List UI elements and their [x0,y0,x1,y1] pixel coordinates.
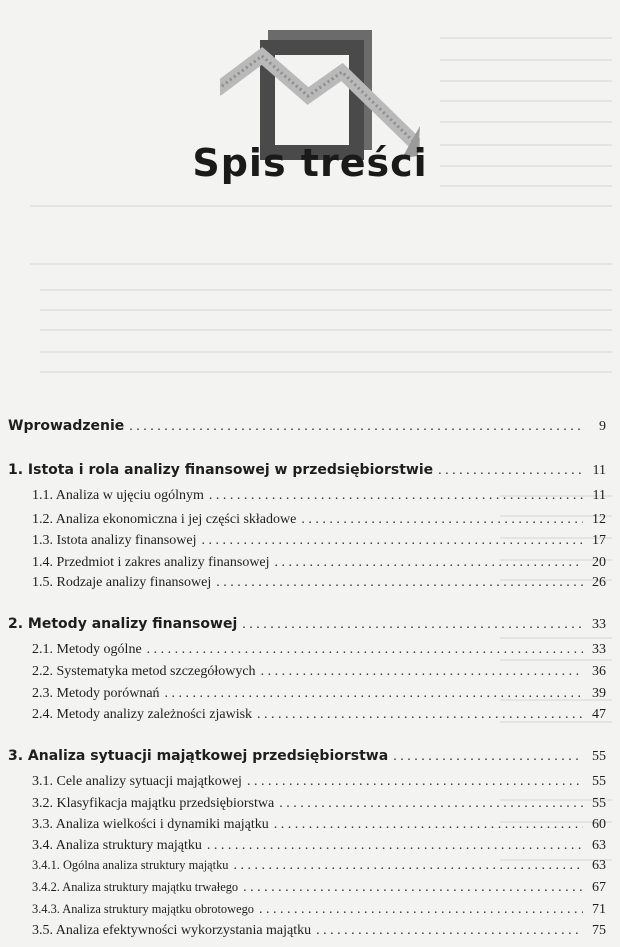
dot-leader [247,774,583,790]
toc-entry-label: 2.3. Metody porównań [32,686,160,701]
toc-entry-label: 3.5. Analiza efektywności wykorzystania majątku [32,923,312,938]
dot-leader [216,575,583,591]
toc-entry-label: 3.3. Analiza wielkości i dynamiki majątku [32,817,269,832]
toc-page-number: 9 [599,419,606,434]
dot-leader [259,902,583,918]
toc-entry-label: 2.4. Metody analizy zależności zjawisk [32,707,253,722]
toc-section-entry[interactable] [32,642,606,658]
toc-section-entry[interactable] [32,923,606,939]
toc-chapter-entry[interactable] [8,748,606,765]
dot-leader [438,463,583,479]
toc-entry-label: 1.5. Rodzaje analizy finansowej [32,575,212,590]
toc-entry-label: 3. Analiza sytuacji majątkowej przedsiębiorstwa [8,748,389,764]
toc-entry-label: 1.4. Przedmiot i zakres analizy finansowej [32,555,270,570]
toc-page-number: 36 [592,664,606,679]
toc-page-number: 11 [592,488,606,503]
toc-section-entry[interactable] [32,488,606,504]
dot-leader [274,817,583,833]
dot-leader [275,555,583,571]
toc-page-number: 60 [592,817,606,832]
toc-section-entry[interactable] [32,838,606,854]
toc-page-number: 12 [592,512,606,527]
toc-page-number: 75 [592,923,606,938]
dot-leader [242,617,583,633]
toc-page-number: 55 [592,796,606,811]
toc-entry-label: 1. Istota i rola analizy finansowej w przedsiębiorstwie [8,462,434,478]
dot-leader [257,707,583,723]
dot-leader [165,686,583,702]
toc-entry-label: 3.1. Cele analizy sytuacji majątkowej [32,774,242,789]
dot-leader [243,880,583,896]
toc-section-entry[interactable] [32,512,606,528]
toc-entry-label: 1.2. Analiza ekonomiczna i jej części składowe [32,512,297,527]
dot-leader [129,419,583,435]
dot-leader [147,642,583,658]
toc-chapter-entry[interactable] [8,418,606,435]
toc-page-number: 11 [592,463,606,478]
toc-chapter-entry[interactable] [8,462,606,479]
toc-section-entry[interactable] [32,707,606,723]
toc-section-entry[interactable] [32,686,606,702]
toc-entry-label: 3.4.1. Ogólna analiza struktury majątku [32,858,229,872]
toc-entry-label: Wprowadzenie [8,418,125,434]
toc-entry-label: 3.4.2. Analiza struktury majątku trwałego [32,880,239,894]
toc-entry-label: 2.1. Metody ogólne [32,642,142,657]
toc-page-number: 26 [592,575,606,590]
dot-leader [209,488,583,504]
dot-leader [233,858,583,874]
toc-section-entry[interactable] [32,817,606,833]
dot-leader [261,664,583,680]
toc-subsection-entry[interactable] [32,880,606,896]
toc-page-number: 39 [592,686,606,701]
dot-leader [279,796,583,812]
toc-entry-label: 1.3. Istota analizy finansowej [32,533,197,548]
toc-page-number: 20 [592,555,606,570]
dot-leader [207,838,583,854]
toc-page-number: 63 [592,858,606,873]
toc-entry-label: 3.4. Analiza struktury majątku [32,838,202,853]
toc-page-number: 33 [592,642,606,657]
toc-chapter-entry[interactable] [8,616,606,633]
toc-entry-label: 3.2. Klasyfikacja majątku przedsiębiorstwa [32,796,275,811]
toc-page-number: 17 [592,533,606,548]
toc-section-entry[interactable] [32,796,606,812]
toc-page-number: 33 [592,617,606,632]
toc-entry-label: 3.4.3. Analiza struktury majątku obrotowego [32,902,254,916]
toc-page-number: 67 [592,880,606,895]
toc-entry-label: 1.1. Analiza w ujęciu ogólnym [32,488,204,503]
toc-entry-label: 2. Metody analizy finansowej [8,616,238,632]
toc-page-number: 63 [592,838,606,853]
page-title: Spis treści [192,141,428,185]
toc-page-number: 47 [592,707,606,722]
dot-leader [393,749,583,765]
toc-section-entry[interactable] [32,664,606,680]
dot-leader [301,512,583,528]
dot-leader [201,533,583,549]
toc-section-entry[interactable] [32,774,606,790]
toc-page-number: 55 [592,749,606,764]
toc-section-entry[interactable] [32,555,606,571]
toc-section-entry[interactable] [32,533,606,549]
toc-subsection-entry[interactable] [32,902,606,918]
toc-section-entry[interactable] [32,575,606,591]
dot-leader [316,923,583,939]
toc-subsection-entry[interactable] [32,858,606,874]
toc-entry-label: 2.2. Systematyka metod szczegółowych [32,664,256,679]
toc-page-number: 55 [592,774,606,789]
toc-page-number: 71 [592,902,606,917]
